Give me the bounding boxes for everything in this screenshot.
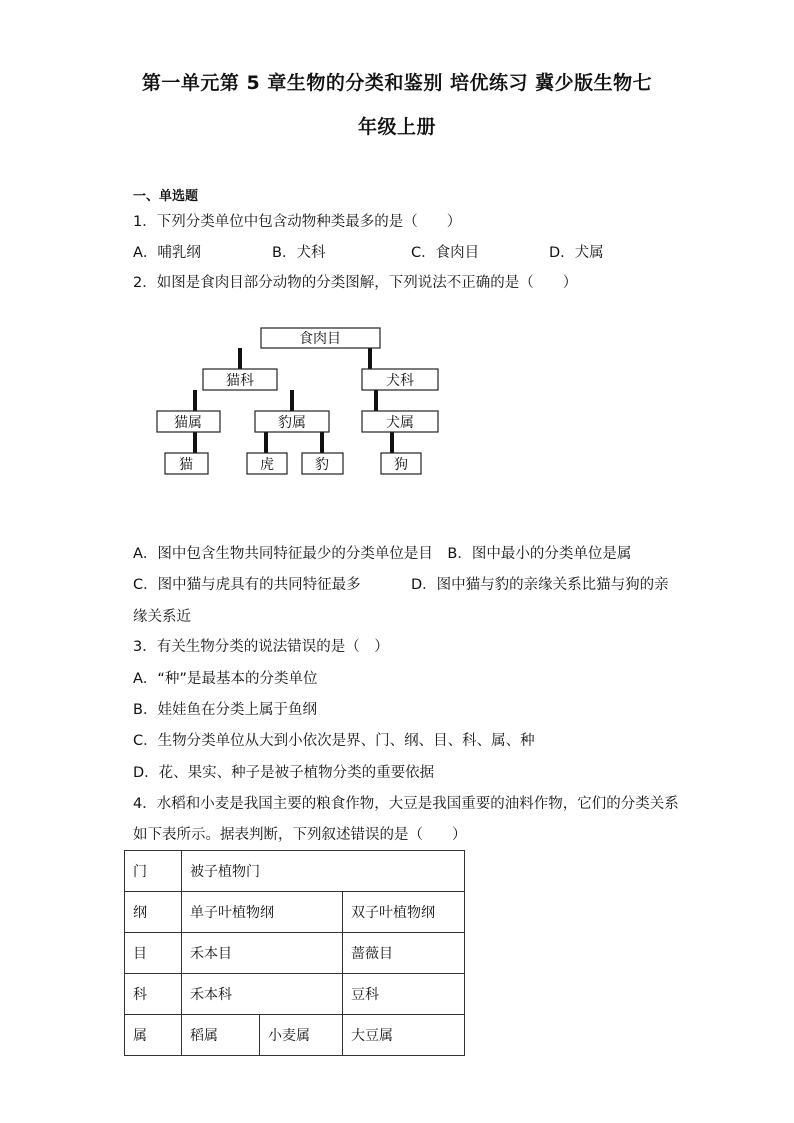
table-row	[125, 974, 465, 1015]
page-title-line1: 第一单元第 5 章生物的分类和鉴别 培优练习 冀少版生物七	[141, 72, 653, 94]
table-cell: 禾本目	[182, 933, 343, 974]
table-row	[125, 933, 465, 974]
node-order: 食肉目	[299, 331, 341, 347]
q1-option-c: C．食肉目	[411, 245, 480, 261]
table-cell: 豆科	[343, 974, 465, 1015]
q3-option-d: D．花、果实、种子是被子植物分类的重要依据	[133, 765, 435, 781]
q1-option-a: A．哺乳纲	[133, 245, 201, 261]
classification-tree-diagram	[0, 0, 794, 500]
q1-option-d: D．犬属	[549, 245, 604, 261]
q3-option-c: C．生物分类单位从大到小依次是界、门、纲、目、科、属、种	[133, 733, 535, 749]
table-cell: 小麦属	[260, 1015, 343, 1056]
table-cell: 目	[125, 933, 182, 974]
node-leopard-genus: 豹属	[278, 415, 306, 431]
table-cell: 属	[125, 1015, 182, 1056]
q3-stem: 3．有关生物分类的说法错误的是（ ）	[133, 639, 389, 655]
node-dog: 狗	[394, 457, 408, 473]
node-tiger: 虎	[260, 457, 274, 473]
q4-stem-line2: 如下表所示。据表判断，下列叙述错误的是（ ）	[133, 827, 467, 843]
table-cell: 蔷薇目	[343, 933, 465, 974]
tree-connectors	[195, 348, 392, 453]
table-cell: 被子植物门	[182, 851, 465, 892]
node-cat-genus: 猫属	[174, 415, 202, 431]
table-cell: 稻属	[182, 1015, 260, 1056]
node-leopard: 豹	[315, 457, 329, 473]
q2-stem: 2．如图是食肉目部分动物的分类图解，下列说法不正确的是（ ）	[133, 275, 578, 291]
q2-option-d-continued: 缘关系近	[133, 609, 191, 625]
node-dog-family: 犬科	[386, 373, 414, 389]
table-cell: 科	[125, 974, 182, 1015]
table-cell: 门	[125, 851, 182, 892]
table-row	[125, 1015, 465, 1056]
q2-options-ab: A．图中包含生物共同特征最少的分类单位是目 B．图中最小的分类单位是属	[133, 546, 632, 562]
table-cell: 禾本科	[182, 974, 343, 1015]
node-cat: 猫	[179, 457, 193, 473]
table-row	[125, 892, 465, 933]
table-cell: 单子叶植物纲	[182, 892, 343, 933]
q2-option-d: D．图中猫与豹的亲缘关系比猫与狗的亲	[411, 577, 669, 593]
q3-option-b: B．娃娃鱼在分类上属于鱼纲	[133, 702, 317, 718]
q4-stem-line1: 4．水稻和小麦是我国主要的粮食作物，大豆是我国重要的油料作物，它们的分类关系	[133, 796, 679, 812]
q1-stem: 1．下列分类单位中包含动物种类最多的是（ ）	[133, 214, 462, 230]
table-row	[125, 851, 465, 892]
table-cell: 纲	[125, 892, 182, 933]
page-title-line2: 年级上册	[357, 116, 436, 138]
q3-option-a: A．“种”是最基本的分类单位	[133, 671, 318, 687]
node-cat-family: 猫科	[226, 373, 254, 389]
q2-option-c: C．图中猫与虎具有的共同特征最多	[133, 577, 361, 593]
classification-table	[124, 850, 465, 1056]
table-cell: 大豆属	[343, 1015, 465, 1056]
node-dog-genus: 犬属	[386, 415, 414, 431]
table-cell: 双子叶植物纲	[343, 892, 465, 933]
q1-option-b: B．犬科	[272, 245, 326, 261]
section-heading: 一、单选题	[133, 189, 199, 204]
